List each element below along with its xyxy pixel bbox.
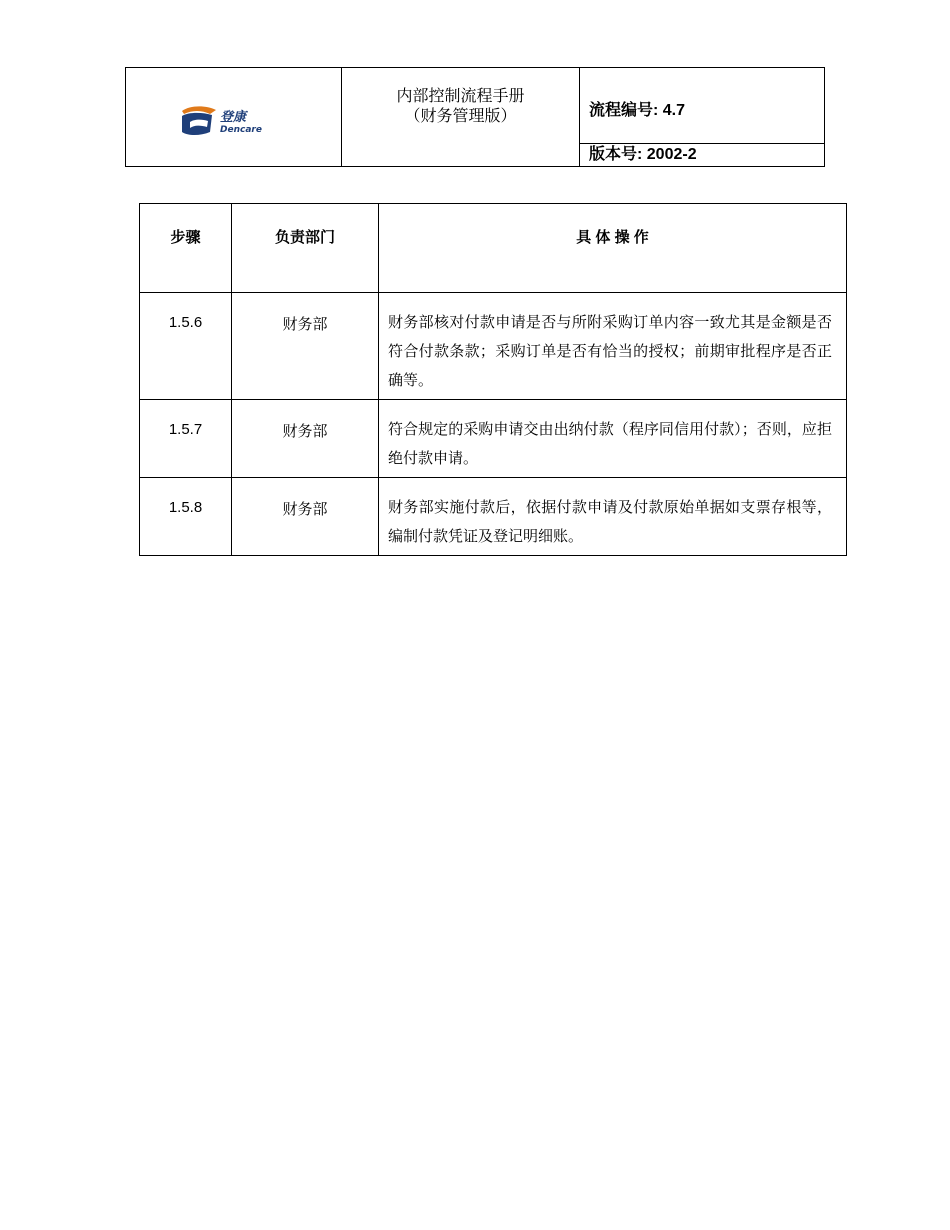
process-code: 流程编号: 4.7 — [580, 68, 824, 144]
column-header-step: 步骤 — [140, 204, 232, 293]
operation-text: 符合规定的采购申请交由出纳付款（程序同信用付款）；否则，应拒绝付款申请。 — [379, 400, 847, 478]
logo-cell — [126, 68, 342, 166]
step-number: 1.5.8 — [140, 478, 232, 556]
responsible-dept: 财务部 — [232, 478, 379, 556]
table-row — [140, 293, 847, 400]
document-header — [125, 67, 825, 167]
procedure-table — [139, 203, 847, 556]
table-header-row — [140, 204, 847, 293]
table-row — [140, 478, 847, 556]
version-number: 版本号: 2002-2 — [589, 146, 697, 163]
dencare-logo-icon — [180, 104, 280, 138]
responsible-dept: 财务部 — [232, 400, 379, 478]
responsible-dept: 财务部 — [232, 293, 379, 400]
logo-en-text: Dencare — [220, 125, 262, 135]
step-number: 1.5.7 — [140, 400, 232, 478]
step-number: 1.5.6 — [140, 293, 232, 400]
logo-cn-text: 登康 — [220, 110, 247, 125]
table-row — [140, 400, 847, 478]
company-logo — [180, 104, 280, 138]
column-header-dept: 负责部门 — [232, 204, 379, 293]
column-header-operation: 具 体 操 作 — [379, 204, 847, 293]
operation-text: 财务部核对付款申请是否与所附采购订单内容一致尤其是金额是否符合付款条款；采购订单是否有恰当的授权；前期审批程序是否正确等。 — [379, 293, 847, 400]
manual-title-line2: （财务管理版） — [404, 108, 517, 125]
manual-title — [342, 68, 580, 166]
operation-text: 财务部实施付款后，依据付款申请及付款原始单据如支票存根等，编制付款凭证及登记明细账。 — [379, 478, 847, 556]
manual-title-line1: 内部控制流程手册 — [396, 88, 525, 105]
